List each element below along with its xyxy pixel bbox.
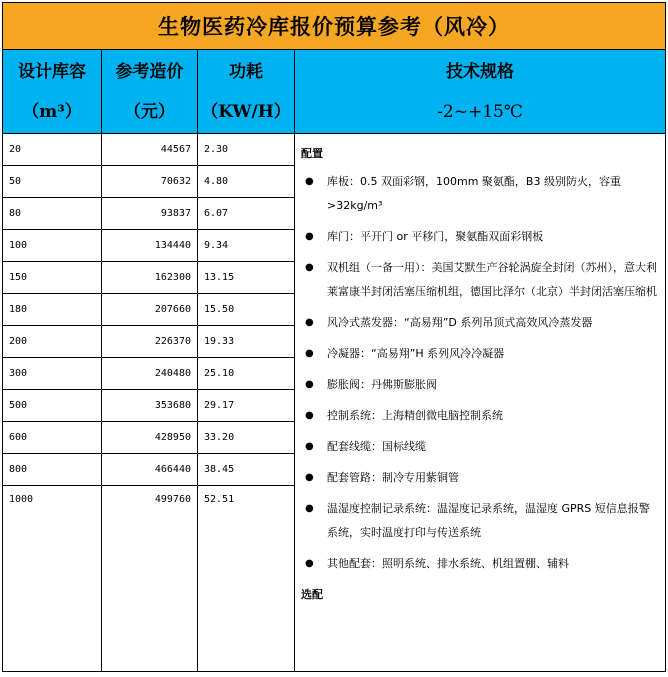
list-item xyxy=(301,225,657,249)
cell-power: 25.10 xyxy=(198,358,295,389)
list-item xyxy=(301,466,657,490)
table-row xyxy=(3,358,295,390)
cell-capacity: 1000 xyxy=(3,486,102,671)
header-capacity-label: 设计库容 xyxy=(18,61,86,82)
bullet-icon: ● xyxy=(305,317,314,328)
header-capacity xyxy=(3,50,102,134)
cell-price: 134440 xyxy=(102,230,198,261)
cell-price: 93837 xyxy=(102,198,198,229)
spec-text: 库板：0.5 双面彩钢，100mm 聚氨酯，B3 级别防火，容重>32kg/m³ xyxy=(327,175,621,212)
cell-capacity: 200 xyxy=(3,326,102,357)
cell-price: 70632 xyxy=(102,166,198,197)
spec-text: 冷凝器：“高易翔”H 系列风冷冷凝器 xyxy=(327,347,505,360)
list-item xyxy=(301,311,657,335)
cell-power: 2.30 xyxy=(198,134,295,165)
bullet-icon: ● xyxy=(305,558,314,569)
header-spec xyxy=(295,50,665,134)
cell-capacity: 800 xyxy=(3,454,102,485)
spec-list xyxy=(301,170,657,576)
cell-price: 353680 xyxy=(102,390,198,421)
spec-text: 风冷式蒸发器：“高易翔”D 系列吊顶式高效风冷蒸发器 xyxy=(327,316,593,329)
list-item xyxy=(301,404,657,428)
spec-column xyxy=(295,134,665,671)
bullet-icon: ● xyxy=(305,262,314,273)
spec-text: 库门：平开门 or 平移门，聚氨酯双面彩钢板 xyxy=(327,230,544,243)
cell-power: 13.15 xyxy=(198,262,295,293)
cell-capacity: 80 xyxy=(3,198,102,229)
spec-text: 双机组（一备一用）：美国艾默生产谷轮涡旋全封闭（苏州），意大利莱富康半封闭活塞压缩机组，德国比泽尔（北京）半封闭活塞压缩机 xyxy=(327,261,657,298)
table-title: 生物医药冷库报价预算参考（风冷） xyxy=(3,3,665,50)
list-item xyxy=(301,170,657,218)
bullet-icon: ● xyxy=(305,231,314,242)
list-item xyxy=(301,342,657,366)
header-price-label: 参考造价 xyxy=(115,61,184,82)
spec-text: 配套管路：制冷专用紫铜管 xyxy=(327,471,459,484)
cell-price: 162300 xyxy=(102,262,198,293)
cell-power: 38.45 xyxy=(198,454,295,485)
cell-capacity: 180 xyxy=(3,294,102,325)
section-config-heading: 配置 xyxy=(301,147,323,160)
cell-price: 240480 xyxy=(102,358,198,389)
header-spec-label: 技术规格 xyxy=(446,61,514,82)
spec-text: 其他配套：照明系统、排水系统、机组置棚、辅料 xyxy=(327,557,569,570)
header-price xyxy=(102,50,198,134)
cell-price: 466440 xyxy=(102,454,198,485)
spec-text: 温湿度控制记录系统：温湿度记录系统，温湿度 GPRS 短信息报警系统，实时温度打印与传送系统 xyxy=(327,502,650,539)
cell-price: 44567 xyxy=(102,134,198,165)
spec-text: 膨胀阀：丹佛斯膨胀阀 xyxy=(327,378,437,391)
bullet-icon: ● xyxy=(305,348,314,359)
table-row xyxy=(3,422,295,454)
table-row xyxy=(3,326,295,358)
bullet-icon: ● xyxy=(305,441,314,452)
section-optional-heading: 选配 xyxy=(301,588,323,601)
header-spec-range: -2~+15℃ xyxy=(437,101,523,122)
header-power-label: 功耗 xyxy=(229,61,263,82)
cell-capacity: 500 xyxy=(3,390,102,421)
cell-price: 226370 xyxy=(102,326,198,357)
cell-capacity: 150 xyxy=(3,262,102,293)
spec-text: 控制系统：上海精创微电脑控制系统 xyxy=(327,409,503,422)
cell-power: 6.07 xyxy=(198,198,295,229)
table-row xyxy=(3,134,295,166)
table-row xyxy=(3,390,295,422)
bullet-icon: ● xyxy=(305,176,314,187)
list-item xyxy=(301,497,657,545)
cell-capacity: 300 xyxy=(3,358,102,389)
cell-capacity: 20 xyxy=(3,134,102,165)
cell-price: 207660 xyxy=(102,294,198,325)
table-row xyxy=(3,198,295,230)
cell-power: 19.33 xyxy=(198,326,295,357)
header-capacity-unit: （m³） xyxy=(22,101,82,122)
table-row xyxy=(3,294,295,326)
header-price-unit: （元） xyxy=(124,101,175,122)
list-item xyxy=(301,552,657,576)
list-item xyxy=(301,373,657,397)
cell-capacity: 600 xyxy=(3,422,102,453)
data-rows xyxy=(3,134,295,671)
cell-power: 29.17 xyxy=(198,390,295,421)
table-row xyxy=(3,486,295,671)
header-power xyxy=(198,50,295,134)
cell-capacity: 50 xyxy=(3,166,102,197)
cell-capacity: 100 xyxy=(3,230,102,261)
table-row xyxy=(3,166,295,198)
list-item xyxy=(301,256,657,304)
table-row xyxy=(3,454,295,486)
bullet-icon: ● xyxy=(305,503,314,514)
header-power-unit: （KW/H） xyxy=(201,101,291,122)
price-table xyxy=(2,2,666,672)
list-item xyxy=(301,435,657,459)
bullet-icon: ● xyxy=(305,472,314,483)
table-row xyxy=(3,230,295,262)
bullet-icon: ● xyxy=(305,379,314,390)
bullet-icon: ● xyxy=(305,410,314,421)
cell-price: 499760 xyxy=(102,486,198,671)
cell-power: 15.50 xyxy=(198,294,295,325)
cell-power: 4.80 xyxy=(198,166,295,197)
cell-power: 33.20 xyxy=(198,422,295,453)
cell-price: 428950 xyxy=(102,422,198,453)
spec-text: 配套线缆：国标线缆 xyxy=(327,440,426,453)
table-row xyxy=(3,262,295,294)
cell-power: 52.51 xyxy=(198,486,295,671)
cell-power: 9.34 xyxy=(198,230,295,261)
